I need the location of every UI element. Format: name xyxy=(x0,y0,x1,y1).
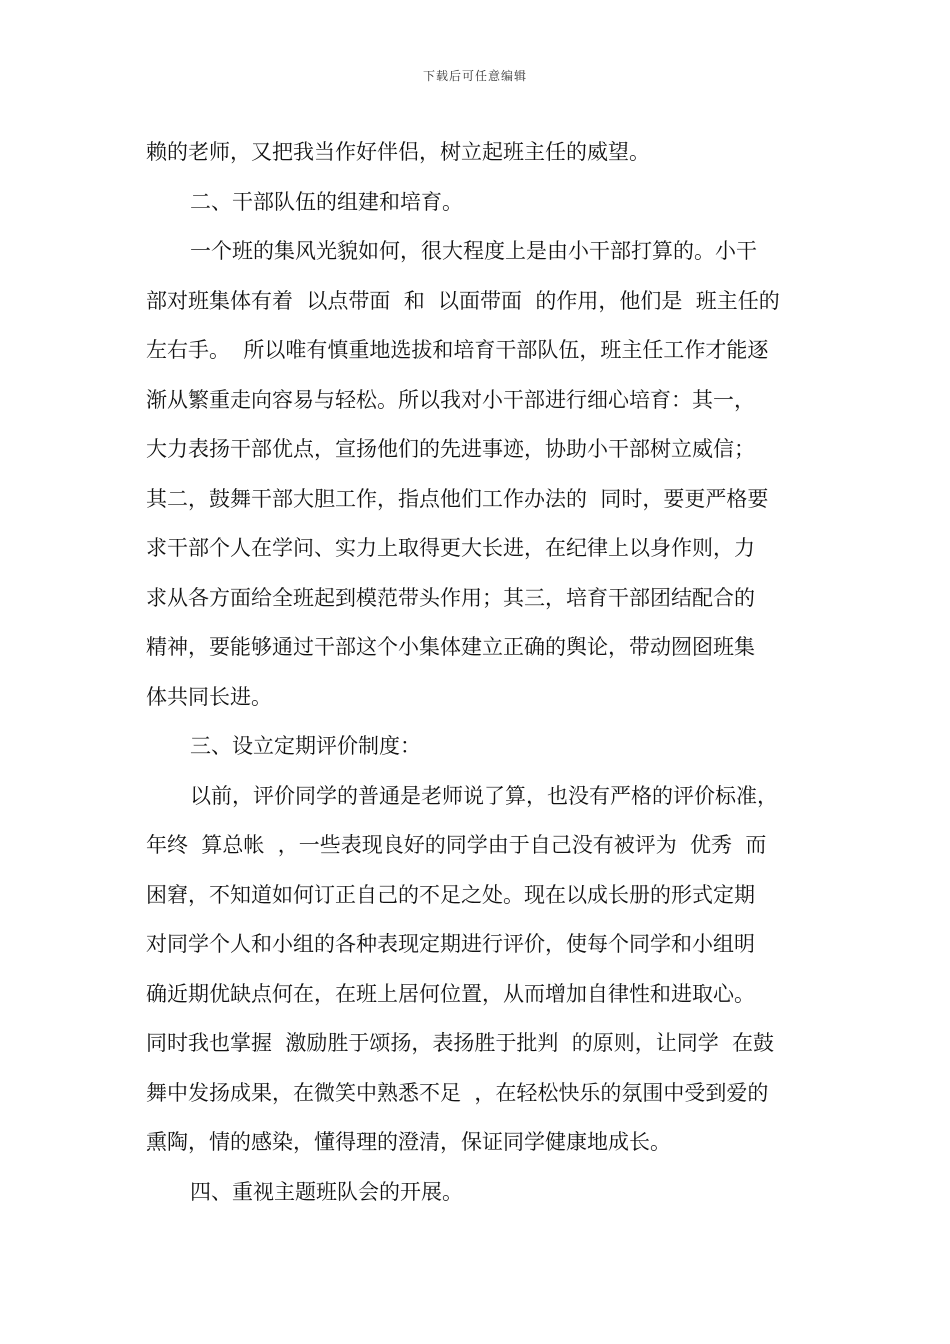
text-line: 精神，要能够通过干部这个小集体建立正确的舆论，带动囫囵班集 xyxy=(146,635,755,659)
text-line: 体共同长进。 xyxy=(146,684,272,709)
text-line: 左右手。 所以唯有慎重地选拔和培育干部队伍，班主任工作才能逐 xyxy=(146,338,769,362)
text-line: 一个班的集风光貌如何，很大程度上是由小干部打算的。小干 xyxy=(190,239,757,263)
text-line: 求从各方面给全班起到模范带头作用；其三，培育干部团结配合的 xyxy=(146,585,755,610)
text-line: 以前，评价同学的普通是老师说了算，也没有严格的评价标准， xyxy=(190,783,778,808)
text-line: 求干部个人在学问、实力上取得更大长进，在纪律上以身作则，力 xyxy=(146,536,755,560)
text-line: 同时我也掌握 激励胜于颂扬，表扬胜于批判 的原则，让同学 在鼓 xyxy=(146,1031,775,1055)
text-line: 确近期优缺点何在，在班上居何位置，从而增加自律性和进取心。 xyxy=(146,981,755,1006)
text-line: 其二，鼓舞干部大胆工作，指点他们工作办法的 同时，要更严格要 xyxy=(146,486,769,511)
text-line: 年终 算总帐 ，一些表现良好的同学由于自己没有被评为 优秀 而 xyxy=(146,833,767,857)
text-line: 渐从繁重走向容易与轻松。所以我对小干部进行细心培育：其一， xyxy=(146,387,755,412)
text-line: 舞中发扬成果，在微笑中熟悉不足 ，在轻松快乐的氛围中受到爱的 xyxy=(146,1080,769,1105)
text-line: 熏陶，情的感染，懂得理的澄清，保证同学健康地成长。 xyxy=(146,1130,671,1154)
text-line: 赖的老师，又把我当作好伴侣，树立起班主任的威望。 xyxy=(146,140,650,164)
text-line: 困窘，不知道如何订正自己的不足之处。现在以成长册的形式定期 xyxy=(146,882,755,907)
text-line: 部对班集体有着 以点带面 和 以面带面 的作用，他们是 班主任的 xyxy=(146,288,780,313)
text-line: 三、设立定期评价制度： xyxy=(190,734,421,758)
text-line: 大力表扬干部优点，宣扬他们的先进事迹，协助小干部树立威信； xyxy=(146,437,755,461)
document-body xyxy=(146,128,818,1217)
text-line: 对同学个人和小组的各种表现定期进行评价，使每个同学和小组明 xyxy=(146,932,755,956)
text-line: 四、重视主题班队会的开展。 xyxy=(190,1179,463,1204)
page-header: 下载后可任意编辑 xyxy=(422,69,527,83)
text-line: 二、干部队伍的组建和培育。 xyxy=(190,189,463,214)
